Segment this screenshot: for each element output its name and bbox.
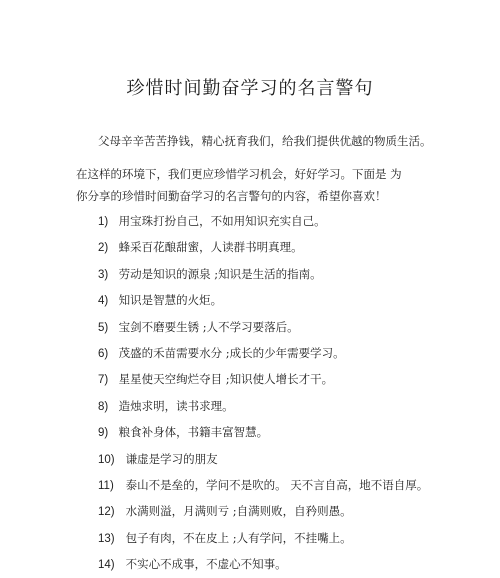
list-item-text: 水满则溢，月满则亏 ;自满则败，自矜则愚。 bbox=[125, 504, 352, 519]
list-item-number: 3) bbox=[98, 268, 109, 281]
list-item bbox=[98, 419, 428, 445]
list-item-number: 5) bbox=[98, 321, 109, 334]
quote-list bbox=[98, 208, 428, 577]
list-item bbox=[98, 366, 428, 392]
list-item-number: 12) bbox=[98, 506, 115, 519]
list-item-text: 泰山不是垒的，学问不是吹的。 天不言自高，地不语自厚。 bbox=[125, 477, 429, 492]
list-item-text: 茂盛的禾苗需要水分 ;成长的少年需要学习。 bbox=[118, 345, 345, 360]
list-item-text: 蜂采百花酿甜蜜，人读群书明真理。 bbox=[118, 240, 303, 255]
list-item-text: 造烛求明，读书求理。 bbox=[118, 398, 234, 413]
list-item-number: 6) bbox=[98, 347, 109, 360]
list-item-text: 宝剑不磨要生锈 ;人不学习要落后。 bbox=[118, 319, 299, 334]
list-item bbox=[98, 234, 428, 260]
list-item bbox=[98, 551, 428, 577]
list-item bbox=[98, 472, 428, 498]
list-item-text: 劳动是知识的源泉 ;知识是生活的指南。 bbox=[118, 266, 322, 281]
list-item-text: 粮食补身体，书籍丰富智慧。 bbox=[118, 425, 269, 440]
list-item-number: 11) bbox=[98, 479, 114, 492]
list-item bbox=[98, 208, 428, 234]
list-item-number: 7) bbox=[98, 374, 109, 387]
list-item-text: 谦虚是学习的朋友 bbox=[125, 451, 218, 466]
list-item-number: 1) bbox=[98, 216, 109, 228]
list-item bbox=[98, 498, 428, 524]
list-item bbox=[98, 314, 428, 340]
list-item-number: 2) bbox=[98, 242, 109, 255]
list-item bbox=[98, 340, 428, 366]
list-item-text: 包子有肉，不在皮上 ;人有学问，不挂嘴上。 bbox=[125, 530, 352, 545]
document-title: 珍惜时间勤奋学习的名言警句 bbox=[126, 78, 374, 99]
list-item-number: 8) bbox=[98, 400, 109, 413]
list-item bbox=[98, 287, 428, 313]
list-item bbox=[98, 393, 428, 419]
intro-paragraph-1: 父母辛辛苦苦挣钱，精心抚育我们，给我们提供优越的物质生活。 bbox=[98, 134, 432, 148]
list-item-text: 不实心不成事，不虚心不知事。 bbox=[125, 557, 287, 572]
list-item bbox=[98, 446, 428, 472]
list-item-number: 4) bbox=[98, 295, 109, 308]
list-item-number: 9) bbox=[98, 427, 109, 440]
list-item-number: 13) bbox=[98, 532, 115, 545]
list-item bbox=[98, 261, 428, 287]
list-item-text: 知识是智慧的火炬。 bbox=[118, 293, 223, 308]
list-item-number: 10) bbox=[98, 453, 115, 466]
intro-paragraph-2: 在这样的环境下，我们更应珍惜学习机会，好好学习。下面是 为你分享的珍惜时间勤奋学习的名言警句的内容，希望你喜欢！ bbox=[76, 167, 402, 203]
list-item bbox=[98, 525, 428, 551]
list-item-text: 用宝珠打扮自己，不如用知识充实自己。 bbox=[118, 214, 326, 228]
list-item-text: 星星使天空绚烂夺目 ;知识使人增长才干。 bbox=[118, 372, 334, 387]
list-item-number: 14) bbox=[98, 559, 115, 572]
